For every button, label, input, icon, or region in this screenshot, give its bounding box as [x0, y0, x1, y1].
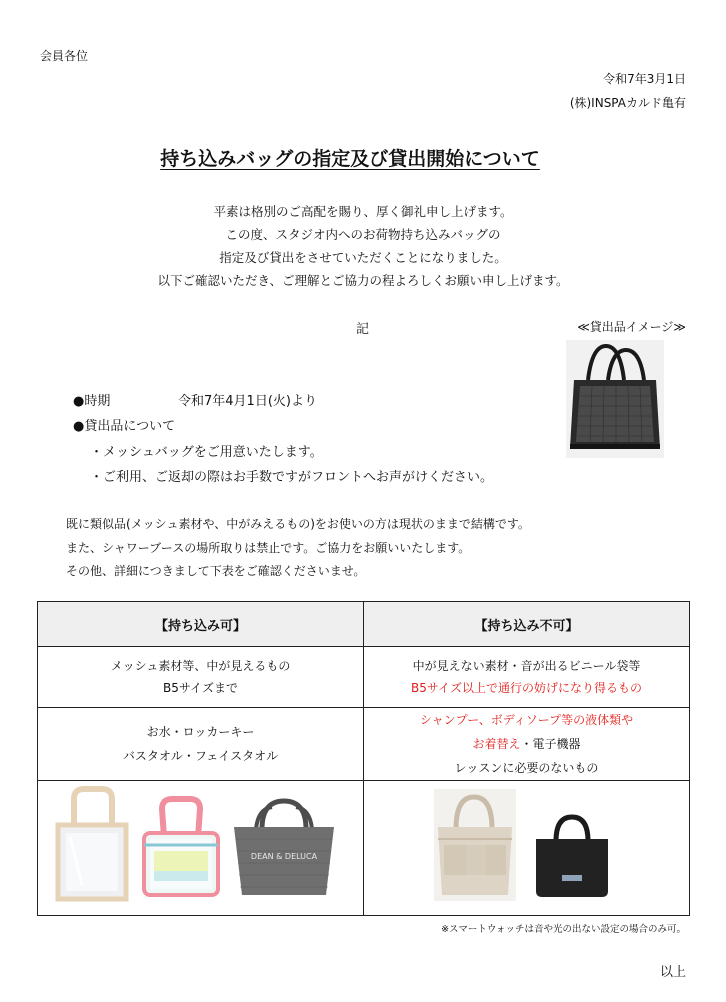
table-row [38, 781, 690, 916]
clear-bag-image [52, 785, 132, 903]
black-tote-image [532, 811, 612, 901]
cell-line: メッシュ素材等、中が見えるもの [110, 659, 291, 673]
cell-line: お水・ロッカーキー [146, 725, 255, 739]
allowed-cell [38, 647, 364, 708]
ki-mark: 記 [356, 322, 370, 337]
allowed-images-cell [38, 781, 364, 916]
cell-line-red: B5サイズ以上で通行の妨げになり得るもの [411, 681, 642, 695]
intro-paragraph [0, 200, 726, 292]
allowed-cell [38, 708, 364, 781]
intro-line: この度、スタジオ内へのお荷物持ち込みバッグの [225, 227, 501, 242]
clear-striped-bag-image [138, 795, 224, 899]
forbidden-cell [364, 647, 690, 708]
intro-line: 以下ご確認いただき、ご理解とご協力の程よろしくお願い申し上げます。 [157, 273, 569, 288]
rental-item: ・メッシュバッグをご用意いたします。 [90, 445, 323, 460]
cell-line: 中が見えない素材・音が出るビニール袋等 [412, 659, 641, 673]
mesh-bag-image [566, 340, 664, 458]
cell-line: バスタオル・フェイスタオル [122, 749, 279, 763]
period-value: 令和7年4月1日(火)より [178, 394, 317, 409]
closing-mark: 以上 [659, 965, 686, 980]
sender: (株)INSPAカルド亀有 [569, 96, 686, 110]
title-text: 持ち込みバッグの指定及び貸出開始について [160, 148, 540, 170]
rental-image-caption: ≪貸出品イメージ≫ [577, 320, 686, 334]
intro-line: 平素は格別のご高配を賜り、厚く御礼申し上げます。 [213, 204, 513, 219]
bag-logo-text: DEAN & DELUCA [250, 852, 318, 861]
page-title [0, 144, 700, 171]
changing-clothes-text: お着替え [472, 737, 521, 751]
cell-line: レッスンに必要のないもの [454, 761, 599, 775]
cell-line [364, 732, 689, 756]
table-header-row [38, 602, 690, 647]
intro-line: 指定及び貸出をさせていただくことになりました。 [219, 250, 507, 265]
rental-label: ●貸出品について [73, 419, 176, 434]
period-label: ●時期 [73, 394, 111, 409]
mesh-tote-image [228, 795, 340, 899]
electronics-text: ・電子機器 [520, 737, 581, 751]
table-row [38, 647, 690, 708]
note-line: その他、詳細につきまして下表をご確認くださいませ。 [66, 564, 366, 578]
allowed-header: 【持ち込み可】 [38, 602, 364, 647]
note-line: 既に類似品(メッシュ素材や、中がみえるもの)をお使いの方は現状のままで結構です。 [66, 517, 530, 531]
cell-line-red: シャンプー、ボディソープ等の液体類や [419, 713, 634, 727]
table-row [38, 708, 690, 781]
forbidden-cell [364, 708, 690, 781]
rules-table [37, 601, 690, 916]
canvas-tote-image [434, 789, 516, 901]
issue-date: 令和7年3月1日 [603, 72, 686, 86]
forbidden-images-cell [364, 781, 690, 916]
forbidden-header: 【持ち込み不可】 [364, 602, 690, 647]
note-line: また、シャワーブースの場所取りは禁止です。ご協力をお願いいたします。 [66, 541, 471, 555]
rental-item: ・ご利用、ご返却の際はお手数ですがフロントへお声がけください。 [90, 470, 494, 485]
cell-line: B5サイズまで [163, 681, 238, 695]
addressee: 会員各位 [40, 49, 89, 63]
footnote: ※スマートウォッチは音や光の出ない設定の場合のみ可。 [441, 924, 686, 935]
